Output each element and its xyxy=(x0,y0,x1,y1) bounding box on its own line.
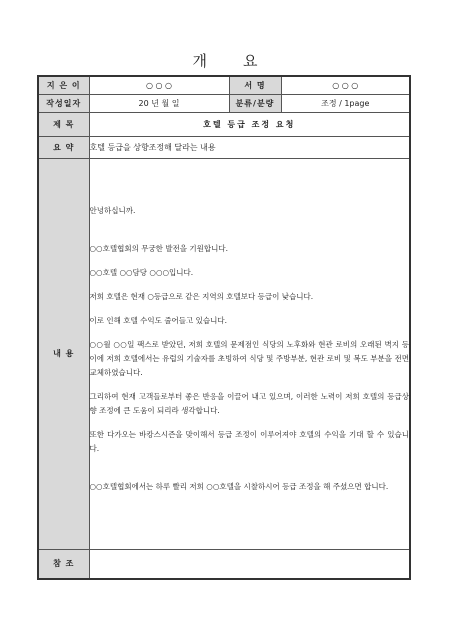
row-content xyxy=(38,158,410,549)
row-reference xyxy=(38,549,410,579)
subject-label: 제 목 xyxy=(38,112,89,136)
paragraph-intro: ○○호텔 ○○담당 ○○○입니다. xyxy=(89,267,194,277)
overview-form-table xyxy=(37,75,411,580)
date-value: 20 년 월 일 xyxy=(89,94,229,112)
paragraph-grade: 저희 호텔은 현재 ○등급으로 같은 지역의 호텔보다 등급이 낮습니다. xyxy=(89,291,314,301)
title-char-1: 개 xyxy=(192,52,207,70)
paragraph-revenue: 이로 인해 호텔 수익도 줄어들고 있습니다. xyxy=(89,315,227,325)
row-author xyxy=(38,76,410,94)
paragraph-response: 그리하여 현재 고객들로부터 좋은 반응을 이끌어 내고 있으며, 이러한 노력이 저희 호텔의 등급상향 조정에 큰 도움이 되리라 생각합니다. xyxy=(89,391,409,415)
category-value: 조정 / 1page xyxy=(281,94,410,112)
paragraph-greeting: 안녕하십니까. xyxy=(89,205,136,215)
row-summary xyxy=(38,136,410,158)
document-title xyxy=(0,50,450,71)
content-label: 내 용 xyxy=(38,158,89,549)
reference-label: 참 조 xyxy=(38,549,89,579)
subject-value: 호텔 등급 조정 요청 xyxy=(89,112,410,136)
row-subject xyxy=(38,112,410,136)
summary-value: 호텔 등급을 상향조정해 달라는 내용 xyxy=(89,136,410,158)
sign-value: ○ ○ ○ xyxy=(281,76,410,94)
author-label: 지 은 이 xyxy=(38,76,89,94)
row-date xyxy=(38,94,410,112)
summary-label: 요 약 xyxy=(38,136,89,158)
paragraph-season: 또한 다가오는 바캉스시즌을 맞이해서 등급 조정이 이루어져야 호텔의 수익을 기대 할 수 있습니다. xyxy=(89,429,409,453)
date-label: 작성일자 xyxy=(38,94,89,112)
author-value: ○ ○ ○ xyxy=(89,76,229,94)
paragraph-request: ○○호텔협회에서는 하루 빨리 저희 ○○호텔을 시찰하시어 등급 조정을 해 주셨으면 합니다. xyxy=(89,481,389,491)
paragraph-wish: ○○호텔협회의 무궁한 발전을 기원합니다. xyxy=(89,243,229,253)
sign-label: 서 명 xyxy=(229,76,281,94)
paragraph-renovation: ○○월 ○○일 팩스로 받았던, 저희 호텔의 문제점인 식당의 노후화와 현관 로비의 오래된 벽지 등 이에 저희 호텔에서는 유럽의 기술자를 초빙하여 식당 및 주방부분, 현관 로비 및 복도 부분을 전면 교체하였습니다. xyxy=(89,339,409,377)
category-label: 분류/분량 xyxy=(229,94,281,112)
reference-value xyxy=(89,549,410,579)
title-char-2: 요 xyxy=(243,52,258,70)
content-body xyxy=(89,158,410,549)
